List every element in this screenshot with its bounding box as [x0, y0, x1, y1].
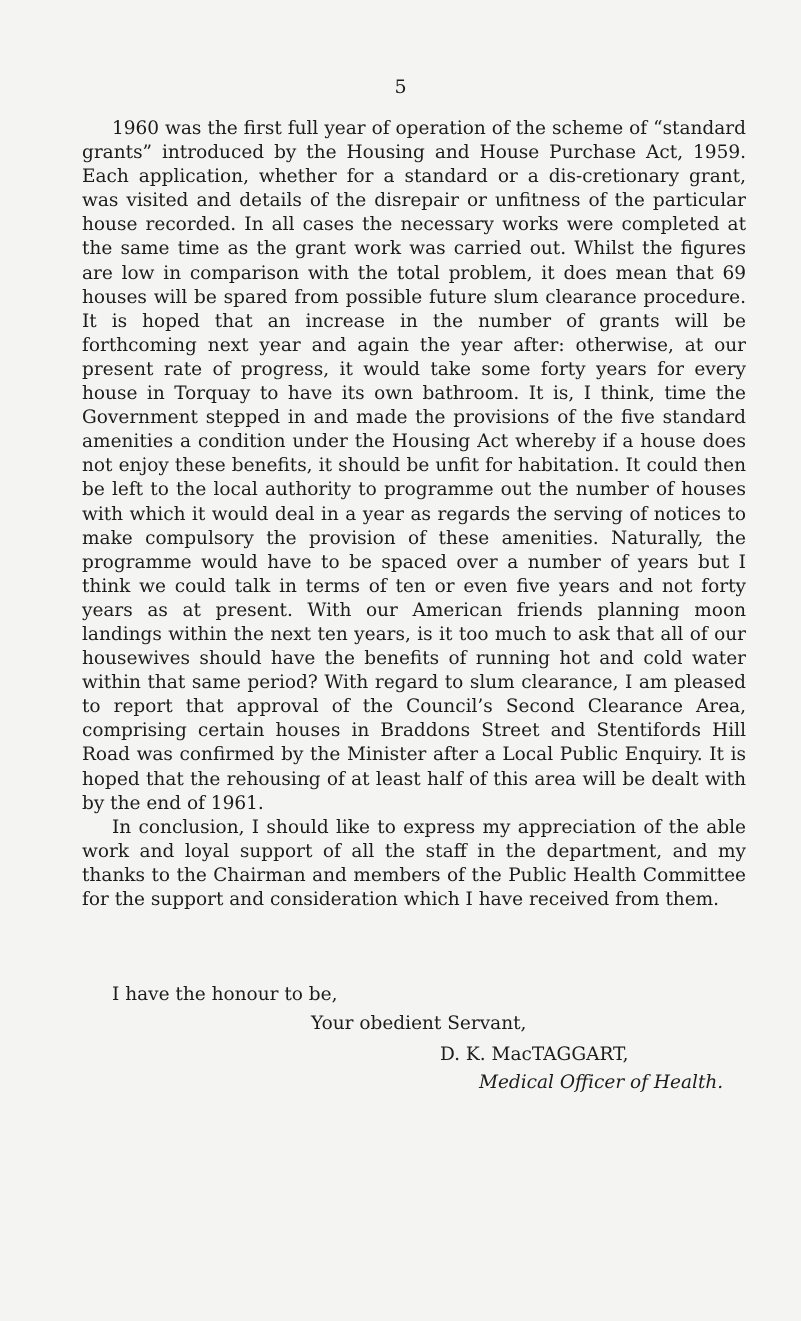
closing-line	[82, 983, 746, 1007]
paragraph-housing-grants: 1960 was the first full year of operation of the scheme of “standard grants” introduced by the Housing and House Purchase Act, 1959. Each application, whether for a standard or a dis-cretionary grant, was visited and details of the disrepair or unfitness of the particular house recorded. In all cases the necessary works were completed at the same time as the grant work was carried out. Whilst the figures are low in comparison with the total problem, it does mean that 69 houses will be spared from possible future slum clearance procedure. It is hoped that an increase in the number of grants will be forthcoming next year and again the year after: otherwise, at our present rate of progress, it would take some forty years for every house in Torquay to have its own bathroom. It is, I think, time the Government stepped in and made the provisions of the five standard amenities a condition under the Housing Act whereby if a house does not enjoy these benefits, it should be unfit for habitation. It could then be left to the local authority to programme out the number of houses with which it would deal in a year as regards the serving of notices to make compulsory the provision of these amenities. Naturally, the programme would have to be spaced over a number of years but I think we could talk in terms of ten or even five years and not forty years as at present. With our American friends planning moon landings within the next ten years, is it too much to ask that all of our housewives should have the benefits of running hot and cold water within that same period? With regard to slum clearance, I am pleased to report that approval of the Council’s Second Clearance Area, comprising certain houses in Braddons Street and Stentifords Hill Road was confirmed by the Minister after a Local Public Enquiry. It is hoped that the rehousing of at least half of this area will be dealt with by the end of 1961.	[82, 118, 746, 814]
signatory-title: Medical Officer of Health.	[479, 1072, 724, 1093]
letter-body	[82, 117, 746, 912]
salutation-text: Your obedient Servant,	[311, 1013, 527, 1034]
signatory-name: D. K. MacTAGGART,	[440, 1044, 629, 1065]
closing-text: I have the honour to be,	[112, 984, 338, 1005]
signatory-title-line	[82, 1071, 746, 1095]
paragraph-conclusion: In conclusion, I should like to express my appreciation of the able work and loyal support of all the staff in the department, and my thanks to the Chairman and members of the Public Health Committee for the support and consideration which I have received from them.	[82, 816, 746, 910]
page-number: 5	[394, 76, 407, 98]
signature-line	[82, 1043, 746, 1067]
salutation-line	[82, 1012, 746, 1036]
